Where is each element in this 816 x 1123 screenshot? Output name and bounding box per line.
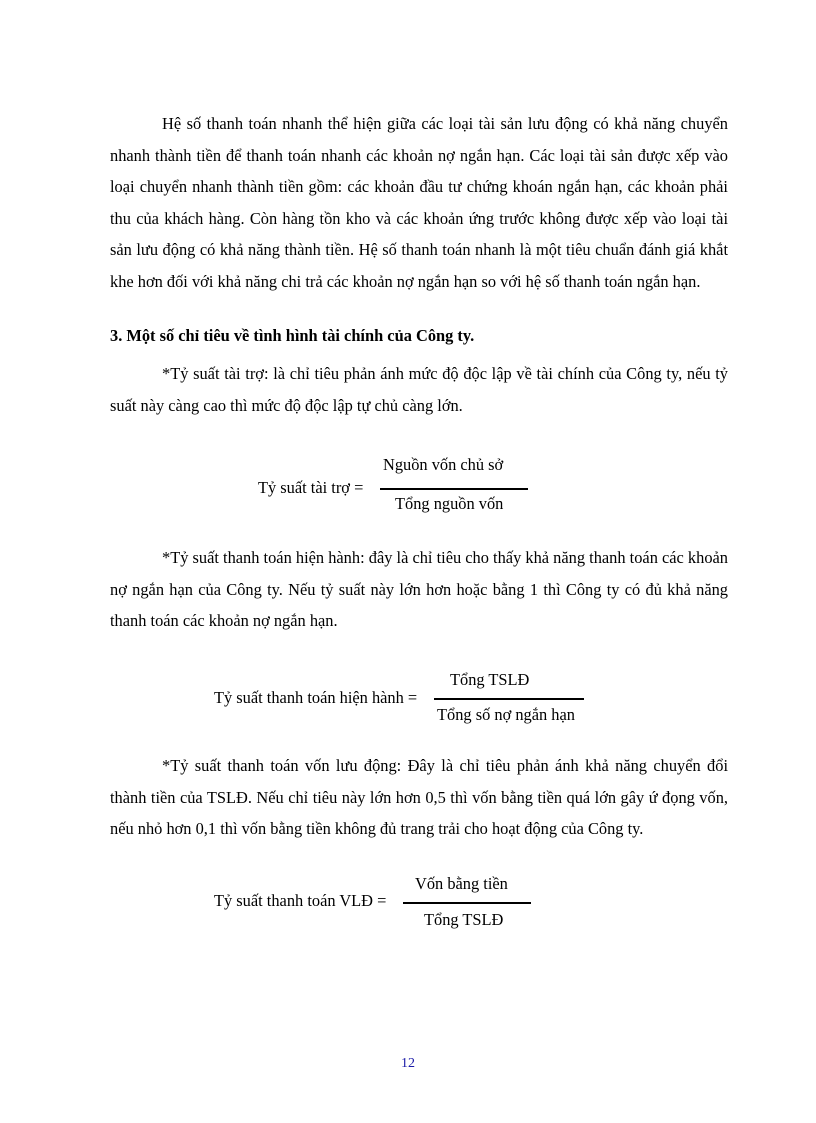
formula-numerator: Tổng TSLĐ <box>450 670 530 689</box>
formula-label: Tỷ suất thanh toán hiện hành = <box>214 688 418 707</box>
formula-numerator: Nguồn vốn chủ sở <box>383 455 504 474</box>
page-number: 12 <box>401 1056 415 1071</box>
formula-denominator: Tổng TSLĐ <box>424 910 504 929</box>
formula-denominator: Tổng nguồn vốn <box>395 494 504 513</box>
fraction-bar <box>434 698 584 700</box>
formula-denominator: Tổng số nợ ngắn hạn <box>437 705 575 724</box>
fraction-bar <box>380 488 528 490</box>
fraction-bar <box>403 902 531 904</box>
formula-numerator: Vốn bằng tiền <box>415 874 508 893</box>
formula-label: Tỷ suất thanh toán VLĐ = <box>214 891 387 910</box>
paragraph-current-ratio: *Tỷ suất thanh toán hiện hành: đây là chỉ tiêu cho thấy khả năng thanh toán các khoản nợ ngắn hạn của Công ty. Nếu tỷ suất này lớn hơn hoặc bằng 1 thì Công ty có đủ khả năng thanh toán các khoản nợ ngắn hạn. <box>110 548 728 630</box>
paragraph-funding-ratio: *Tỷ suất tài trợ: là chỉ tiêu phản ánh mức độ độc lập về tài chính của Công ty, nếu tỷ suất này càng cao thì mức độ độc lập tự chủ càng lớn. <box>110 364 728 415</box>
section-heading: 3. Một số chỉ tiêu về tình hình tài chính của Công ty. <box>110 326 475 345</box>
paragraph-quick-ratio: Hệ số thanh toán nhanh thể hiện giữa các loại tài sản lưu động có khả năng chuyển nhanh thành tiền để thanh toán nhanh các khoản nợ ngắn hạn. Các loại tài sản được xếp vào loại chuyển nhanh thành tiền gồm: các khoản đầu tư chứng khoán ngắn hạn, các khoản phải thu của khách hàng. Còn hàng tồn kho và các khoản ứng trước không được xếp vào loại tài sản lưu động có khả năng thành tiền. Hệ số thanh toán nhanh là một tiêu chuẩn đánh giá khắt khe hơn đối với khả năng chi trả các khoản nợ ngắn hạn so với hệ số thanh toán ngắn hạn. <box>110 114 728 291</box>
formula-label: Tỷ suất tài trợ = <box>258 478 364 497</box>
paragraph-working-capital-ratio: *Tỷ suất thanh toán vốn lưu động: Đây là chỉ tiêu phản ánh khả năng chuyển đổi thành tiền của TSLĐ. Nếu chỉ tiêu này lớn hơn 0,5 thì vốn bằng tiền quá lớn gây ứ đọng vốn, nếu nhỏ hơn 0,1 thì vốn bằng tiền không đủ trang trải cho hoạt động của Công ty. <box>110 756 728 838</box>
